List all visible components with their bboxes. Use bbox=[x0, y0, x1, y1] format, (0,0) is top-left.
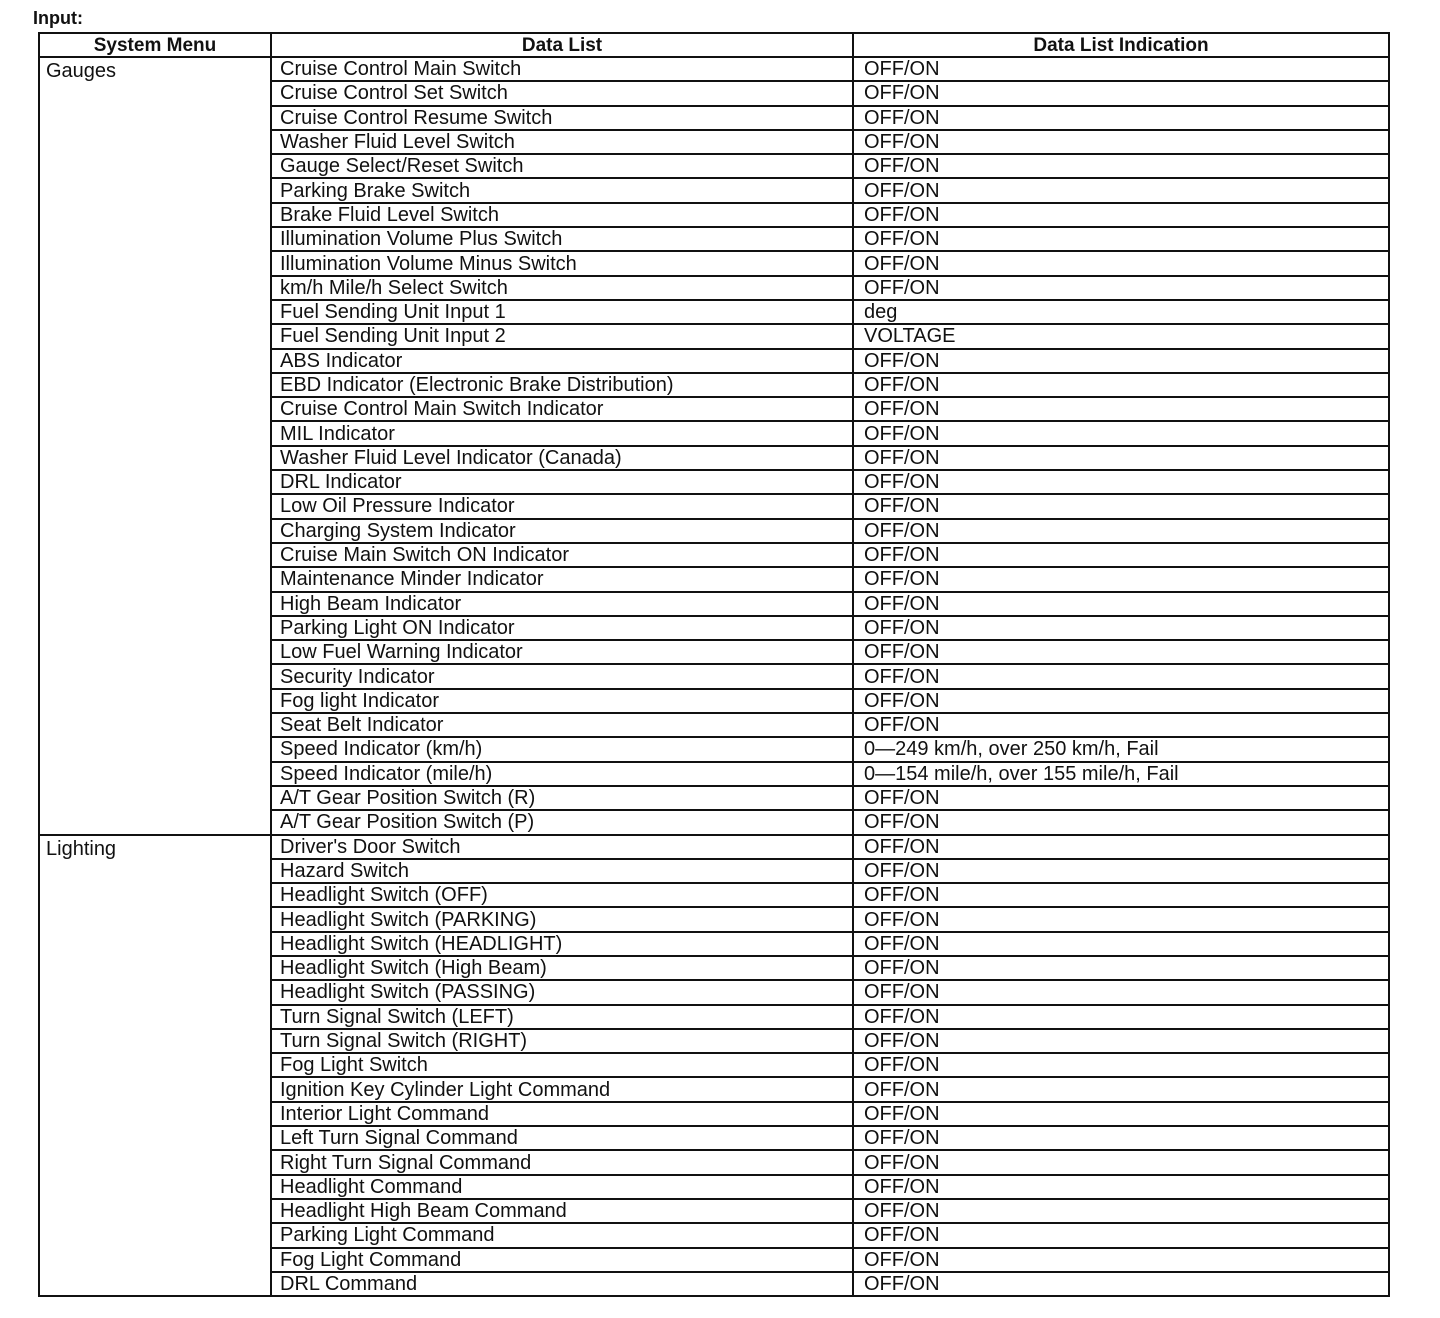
data-list-indication: OFF/ON bbox=[853, 1077, 1389, 1101]
data-list-item: Headlight Command bbox=[271, 1175, 853, 1199]
data-list-indication: OFF/ON bbox=[853, 956, 1389, 980]
data-list-item: Gauge Select/Reset Switch bbox=[271, 154, 853, 178]
data-list-item: Turn Signal Switch (RIGHT) bbox=[271, 1029, 853, 1053]
data-list-item: Right Turn Signal Command bbox=[271, 1150, 853, 1174]
data-list-indication: OFF/ON bbox=[853, 786, 1389, 810]
data-list-item: Fuel Sending Unit Input 1 bbox=[271, 300, 853, 324]
table-body bbox=[39, 57, 1389, 1296]
data-list-indication: OFF/ON bbox=[853, 689, 1389, 713]
data-list-indication: OFF/ON bbox=[853, 130, 1389, 154]
data-list-item: Parking Brake Switch bbox=[271, 178, 853, 202]
data-list-item: Cruise Control Main Switch bbox=[271, 57, 853, 81]
data-list-indication: OFF/ON bbox=[853, 421, 1389, 445]
data-list-item: Illumination Volume Minus Switch bbox=[271, 251, 853, 275]
data-list-indication: OFF/ON bbox=[853, 446, 1389, 470]
data-list-indication: VOLTAGE bbox=[853, 324, 1389, 348]
data-list-item: Hazard Switch bbox=[271, 859, 853, 883]
data-list-indication: OFF/ON bbox=[853, 251, 1389, 275]
data-list-indication: OFF/ON bbox=[853, 713, 1389, 737]
data-list-item: ABS Indicator bbox=[271, 349, 853, 373]
data-list-indication: OFF/ON bbox=[853, 1248, 1389, 1272]
data-list-item: Fuel Sending Unit Input 2 bbox=[271, 324, 853, 348]
data-list-indication: OFF/ON bbox=[853, 373, 1389, 397]
table-row bbox=[39, 835, 1389, 859]
data-list-item: Headlight Switch (PARKING) bbox=[271, 907, 853, 931]
data-list-item: Cruise Control Main Switch Indicator bbox=[271, 397, 853, 421]
data-list-item: A/T Gear Position Switch (P) bbox=[271, 810, 853, 834]
table-header-row bbox=[39, 33, 1389, 57]
data-list-item: Illumination Volume Plus Switch bbox=[271, 227, 853, 251]
data-list-item: A/T Gear Position Switch (R) bbox=[271, 786, 853, 810]
data-list-indication: OFF/ON bbox=[853, 835, 1389, 859]
header-data-list: Data List bbox=[271, 33, 853, 57]
data-list-item: MIL Indicator bbox=[271, 421, 853, 445]
data-list-indication: OFF/ON bbox=[853, 932, 1389, 956]
data-list-indication: OFF/ON bbox=[853, 349, 1389, 373]
data-list-indication: OFF/ON bbox=[853, 1272, 1389, 1296]
data-list-item: DRL Indicator bbox=[271, 470, 853, 494]
data-list-item: Low Fuel Warning Indicator bbox=[271, 640, 853, 664]
data-list-item: Fog Light Switch bbox=[271, 1053, 853, 1077]
data-list-indication: OFF/ON bbox=[853, 1175, 1389, 1199]
data-list-item: km/h Mile/h Select Switch bbox=[271, 276, 853, 300]
data-list-item: Headlight Switch (PASSING) bbox=[271, 980, 853, 1004]
data-list-indication: OFF/ON bbox=[853, 154, 1389, 178]
data-list-indication: OFF/ON bbox=[853, 81, 1389, 105]
data-list-item: DRL Command bbox=[271, 1272, 853, 1296]
data-list-indication: OFF/ON bbox=[853, 1199, 1389, 1223]
data-list-item: Driver's Door Switch bbox=[271, 835, 853, 859]
data-list-item: Parking Light Command bbox=[271, 1223, 853, 1247]
data-list-indication: OFF/ON bbox=[853, 1150, 1389, 1174]
page-label: Input: bbox=[33, 8, 83, 28]
data-list-item: Headlight Switch (HEADLIGHT) bbox=[271, 932, 853, 956]
data-list-item: Headlight Switch (OFF) bbox=[271, 883, 853, 907]
data-list-indication: OFF/ON bbox=[853, 616, 1389, 640]
data-list-indication: OFF/ON bbox=[853, 592, 1389, 616]
data-list-indication: OFF/ON bbox=[853, 1029, 1389, 1053]
data-list-indication: OFF/ON bbox=[853, 1126, 1389, 1150]
data-list-item: Speed Indicator (mile/h) bbox=[271, 762, 853, 786]
data-list-item: Maintenance Minder Indicator bbox=[271, 567, 853, 591]
data-list-indication: OFF/ON bbox=[853, 859, 1389, 883]
data-list-indication: deg bbox=[853, 300, 1389, 324]
header-indication: Data List Indication bbox=[853, 33, 1389, 57]
data-list-item: Washer Fluid Level Indicator (Canada) bbox=[271, 446, 853, 470]
data-list-indication: 0—154 mile/h, over 155 mile/h, Fail bbox=[853, 762, 1389, 786]
data-list-item: Low Oil Pressure Indicator bbox=[271, 494, 853, 518]
data-list-item: Charging System Indicator bbox=[271, 519, 853, 543]
header-system-menu: System Menu bbox=[39, 33, 271, 57]
data-list-indication: OFF/ON bbox=[853, 178, 1389, 202]
data-list-indication: OFF/ON bbox=[853, 1053, 1389, 1077]
data-list-indication: OFF/ON bbox=[853, 494, 1389, 518]
data-list-item: EBD Indicator (Electronic Brake Distribution) bbox=[271, 373, 853, 397]
data-list-indication: OFF/ON bbox=[853, 907, 1389, 931]
data-list-item: Seat Belt Indicator bbox=[271, 713, 853, 737]
data-list-item: Security Indicator bbox=[271, 664, 853, 688]
data-list-item: Fog light Indicator bbox=[271, 689, 853, 713]
data-list-indication: OFF/ON bbox=[853, 1005, 1389, 1029]
data-list-indication: OFF/ON bbox=[853, 203, 1389, 227]
data-list-indication: OFF/ON bbox=[853, 883, 1389, 907]
data-list-item: Washer Fluid Level Switch bbox=[271, 130, 853, 154]
data-list-indication: OFF/ON bbox=[853, 810, 1389, 834]
data-list-item: Turn Signal Switch (LEFT) bbox=[271, 1005, 853, 1029]
system-menu-cell: Lighting bbox=[39, 835, 271, 1297]
data-list-indication: OFF/ON bbox=[853, 640, 1389, 664]
data-list-item: Interior Light Command bbox=[271, 1102, 853, 1126]
data-list-indication: 0—249 km/h, over 250 km/h, Fail bbox=[853, 737, 1389, 761]
data-list-item: Cruise Main Switch ON Indicator bbox=[271, 543, 853, 567]
data-list-item: Fog Light Command bbox=[271, 1248, 853, 1272]
data-list-item: High Beam Indicator bbox=[271, 592, 853, 616]
data-list-item: Headlight Switch (High Beam) bbox=[271, 956, 853, 980]
data-list-indication: OFF/ON bbox=[853, 1223, 1389, 1247]
data-list-indication: OFF/ON bbox=[853, 543, 1389, 567]
system-menu-cell: Gauges bbox=[39, 57, 271, 835]
data-list-indication: OFF/ON bbox=[853, 227, 1389, 251]
data-list-indication: OFF/ON bbox=[853, 567, 1389, 591]
data-list-indication: OFF/ON bbox=[853, 57, 1389, 81]
data-list-indication: OFF/ON bbox=[853, 1102, 1389, 1126]
data-list-item: Left Turn Signal Command bbox=[271, 1126, 853, 1150]
data-list-item: Headlight High Beam Command bbox=[271, 1199, 853, 1223]
data-list-indication: OFF/ON bbox=[853, 397, 1389, 421]
data-list-indication: OFF/ON bbox=[853, 470, 1389, 494]
data-list-indication: OFF/ON bbox=[853, 664, 1389, 688]
data-list-indication: OFF/ON bbox=[853, 106, 1389, 130]
data-list-table bbox=[38, 32, 1390, 1297]
data-list-indication: OFF/ON bbox=[853, 519, 1389, 543]
data-list-indication: OFF/ON bbox=[853, 980, 1389, 1004]
data-list-item: Speed Indicator (km/h) bbox=[271, 737, 853, 761]
data-list-indication: OFF/ON bbox=[853, 276, 1389, 300]
data-list-item: Cruise Control Resume Switch bbox=[271, 106, 853, 130]
table-row bbox=[39, 57, 1389, 81]
data-list-item: Ignition Key Cylinder Light Command bbox=[271, 1077, 853, 1101]
data-list-item: Brake Fluid Level Switch bbox=[271, 203, 853, 227]
data-list-item: Parking Light ON Indicator bbox=[271, 616, 853, 640]
data-list-item: Cruise Control Set Switch bbox=[271, 81, 853, 105]
